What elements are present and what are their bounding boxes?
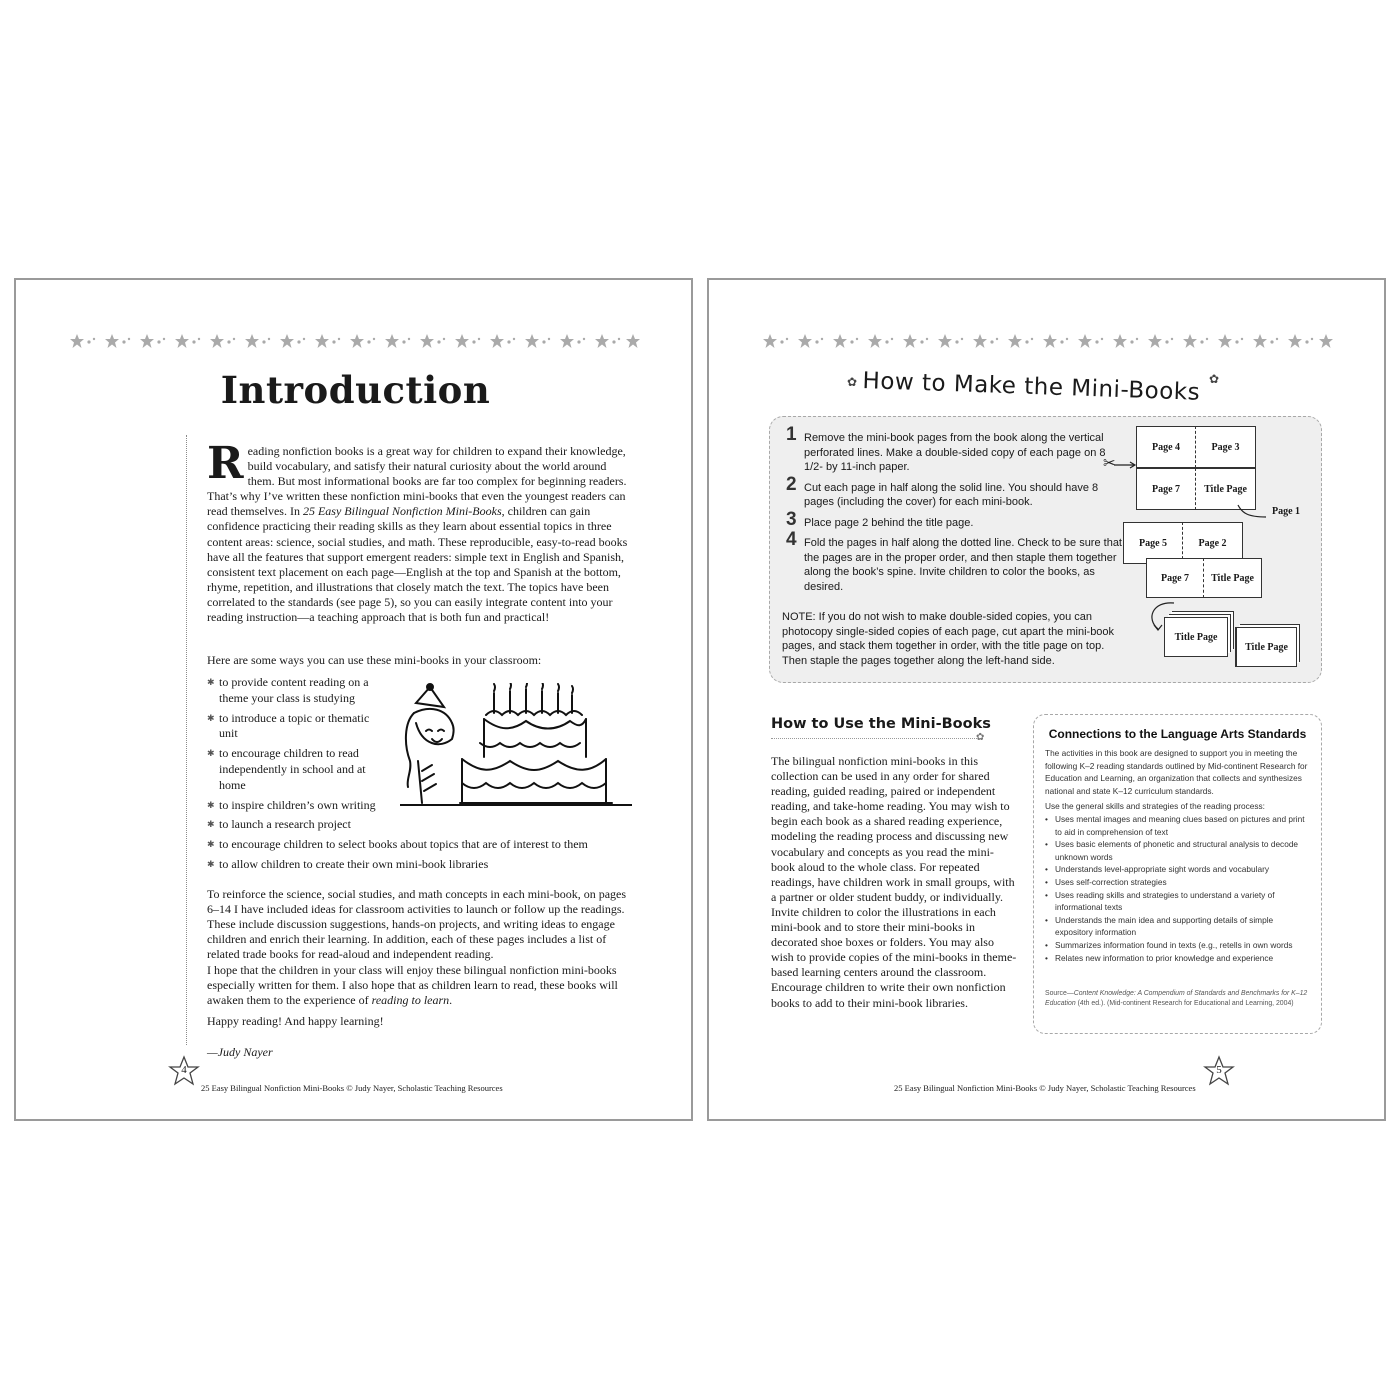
star-bullet-icon: ✱	[207, 799, 215, 810]
footer-copyright: 25 Easy Bilingual Nonfiction Mini-Books © Judy Nayer, Scholastic Teaching Resources	[894, 1083, 1196, 1093]
sheet1-title-page: Title Page	[1196, 468, 1256, 510]
ways-intro: Here are some ways you can use these mini-books in your classroom:	[207, 653, 542, 667]
flower-icon: ✿	[1209, 372, 1220, 386]
footer-copyright: 25 Easy Bilingual Nonfiction Mini-Books © Judy Nayer, Scholastic Teaching Resources	[201, 1083, 503, 1093]
sheet1-page3: Page 3	[1196, 426, 1256, 468]
list-item: • Summarizes information found in texts (e.g., retells in own words	[1045, 939, 1311, 952]
star-bullet-icon: ✱	[207, 712, 215, 723]
page-title: Introduction	[220, 368, 491, 412]
scissors-icon: ✂	[1103, 456, 1116, 472]
intro-paragraph: Reading nonfiction books is a great way for children to expand their knowledge, build vocabulary, and satisfy their natural curiosity about the world around them. But most informational books are far too complex for beginning readers. That’s why I’ve written these nonfiction mini-books that even the youngest readers can read themselves. In 25 Easy Bilingual Nonfiction Mini-Books, children can gain confidence practicing their reading skills as they learn about essential topics in three content areas: science, social studies, and math. These reproducible, easy-to-read books have all the features that support emergent readers: simple text in English and Spanish, consistent text placement on each page—English at the top and Spanish at the bottom, rhyme, repetition, and illustrations that closely match the text. The topics have been correlated to the standards (see page 5), so you can easily integrate content into your reading instruction—a teaching approach that is both fun and practical!	[207, 438, 628, 625]
instructions-box	[769, 416, 1322, 683]
flower-icon: ✿	[976, 732, 985, 743]
arrow-icon	[1114, 461, 1138, 469]
use-paragraph: The bilingual nonfiction mini-books in this collection can be used in any order for shared reading, guided reading, paired or independent reading, and take-home reading. You may wish to begin each book as a shared reading experience, modeling the reading process and discussing new vocabulary and concepts as you read the mini-book aloud to the whole class. For repeated readings, have children work in small groups, with a partner or older student buddy, or individually. Invite children to color the illustrations in each mini-book and to store their mini-books in decorated shoe boxes or folders. You may also wish to provide copies of the mini-books in theme-based learning centers around the classroom. Encourage children to write their own nonfiction books to add to their mini-book libraries.	[771, 754, 1017, 1010]
sheet2-page5: Page 5	[1123, 522, 1183, 564]
steps-list	[783, 424, 1123, 600]
dotted-margin-rule	[186, 435, 187, 1045]
sheet3-title-page: Title Page	[1204, 558, 1262, 598]
standards-box	[1033, 714, 1322, 1034]
closing-line: Happy reading! And happy learning!	[207, 1014, 384, 1028]
star-bullet-icon: ✱	[207, 748, 215, 759]
step-3: 3 Place page 2 behind the title page.	[786, 508, 974, 530]
flower-icon: ✿	[847, 375, 858, 389]
book-title: 25 Easy Bilingual Nonfiction Mini-Books	[302, 504, 502, 519]
list-item: • Uses basic elements of phonetic and structural analysis to decode unknown words	[1045, 838, 1311, 863]
step-4: 4 Fold the pages in half along the dotted line. Check to be sure that the pages are in the proper order, and then staple them together along the book’s spine. Invite children to color the books, as desired.	[786, 529, 1122, 593]
note-text: NOTE: If you do not wish to make double-sided copies, you can photocopy single-sided copies of each page, cut apart the mini-book pages, and stack them together in order, with the title page on top. Then staple the pages together along the left-hand side.	[782, 611, 1115, 667]
sheet1-page7: Page 7	[1136, 468, 1196, 510]
list-item: ✱ to inspire children’s own writing	[207, 797, 376, 812]
star-border-icon	[762, 333, 1334, 349]
list-item: ✱ to launch a research project	[207, 817, 351, 832]
list-item: • Relates new information to prior knowledge and experience	[1045, 952, 1311, 965]
step-1: 1 Remove the mini-book pages from the book along the vertical perforated lines. Make a double-sided copy of each page on 8 1/2- by 11-inch paper.	[786, 424, 1106, 473]
reinforce-paragraph: To reinforce the science, social studies, and math concepts in each mini-book, on pages 6–14 I have included ideas for classroom activities to launch or follow up the readings. These include discussion suggestions, hands-on projects, and writing ideas to engage children and enrich their learning. In addition, each of these pages includes a list of related trade books for read-aloud and independent reading.	[207, 887, 627, 962]
sheet1-page4: Page 4	[1136, 426, 1196, 468]
page-number: 4	[181, 1064, 187, 1076]
right-page	[707, 278, 1386, 1121]
author-signature: —Judy Nayer	[207, 1045, 273, 1059]
list-item: ✱ to allow children to create their own mini-book libraries	[207, 856, 489, 871]
standards-title: Connections to the Language Arts Standards	[1048, 727, 1307, 741]
left-page	[14, 278, 693, 1121]
step-2: 2 Cut each page in half along the solid line. You should have 8 pages (including the cover) for each mini-book.	[786, 473, 1099, 508]
sheet2-page2: Page 2	[1183, 522, 1243, 564]
list-item: ✱ to encourage children to read independently in school and at home	[207, 746, 366, 792]
section-title-make: How to Make the Mini-Books	[862, 368, 1201, 406]
page1-callout: Page 1	[1272, 506, 1301, 517]
page-number: 5	[1216, 1064, 1222, 1076]
standards-body: The activities in this book are designed to support you in meeting the following K–2 reading standards outlined by Mid-continent Research for Education and Learning, an organization that collects and synthesizes national and state K–12 curriculum standards. Use the general skills and strategies of the reading process: • Uses mental images and meaning clues based on pictures and print to aid in comprehension of text • Uses basic elements of phonetic and structural analysis to decode unknown words • Understands level-appropriate sight words and vocabulary • Uses self-correction strategies • Uses reading skills and strategies to understand a variety of informational texts • Understands the main idea and supporting details of simple expository information • Summarizes information found in texts (e.g., retells in own words • Relates new information to prior knowledge and experience	[1045, 747, 1311, 964]
list-item: • Understands level-appropriate sight words and vocabulary	[1045, 863, 1311, 876]
star-bullet-icon: ✱	[207, 819, 215, 830]
star-page-number-icon	[1203, 1055, 1235, 1087]
standards-source: Source—Content Knowledge: A Compendium of Standards and Benchmarks for K–12 Education (4th ed.). (Mid-continent Research for Educational and Learning, 2004)	[1045, 990, 1308, 1007]
hope-paragraph: I hope that the children in your class will enjoy these bilingual nonfiction mini-books especially written for them. I also hope that as children learn to read, these books will awaken them to the experience of reading to learn.	[207, 963, 618, 1008]
sheet3-page7: Page 7	[1146, 558, 1204, 598]
list-item: • Uses reading skills and strategies to understand a variety of informational texts	[1045, 889, 1311, 914]
list-item: ✱ to introduce a topic or thematic unit	[207, 710, 370, 741]
star-bullet-icon: ✱	[207, 858, 215, 869]
star-bullet-icon: ✱	[207, 839, 215, 850]
list-item: • Uses self-correction strategies	[1045, 876, 1311, 889]
standards-list	[1045, 813, 1311, 964]
list-item: ✱ to encourage children to select books about topics that are of interest to them	[207, 837, 588, 852]
list-item: • Uses mental images and meaning clues based on pictures and print to aid in comprehension of text	[1045, 813, 1311, 838]
list-item: ✱ to provide content reading on a theme your class is studying	[207, 675, 369, 705]
star-bullet-icon: ✱	[207, 677, 215, 687]
callout-arrow-icon	[1236, 503, 1276, 523]
star-border-icon	[69, 333, 641, 349]
birthday-cake-illustration	[400, 683, 632, 811]
drop-cap: R	[207, 438, 244, 489]
star-page-number-icon	[168, 1055, 200, 1087]
dotted-rule	[771, 738, 983, 739]
book-stapled-title-page: Title Page	[1235, 627, 1297, 667]
list-item: • Understands the main idea and supporting details of simple expository information	[1045, 914, 1311, 939]
book-title-page: Title Page	[1164, 617, 1228, 657]
section-title-use: How to Use the Mini-Books	[771, 716, 991, 732]
